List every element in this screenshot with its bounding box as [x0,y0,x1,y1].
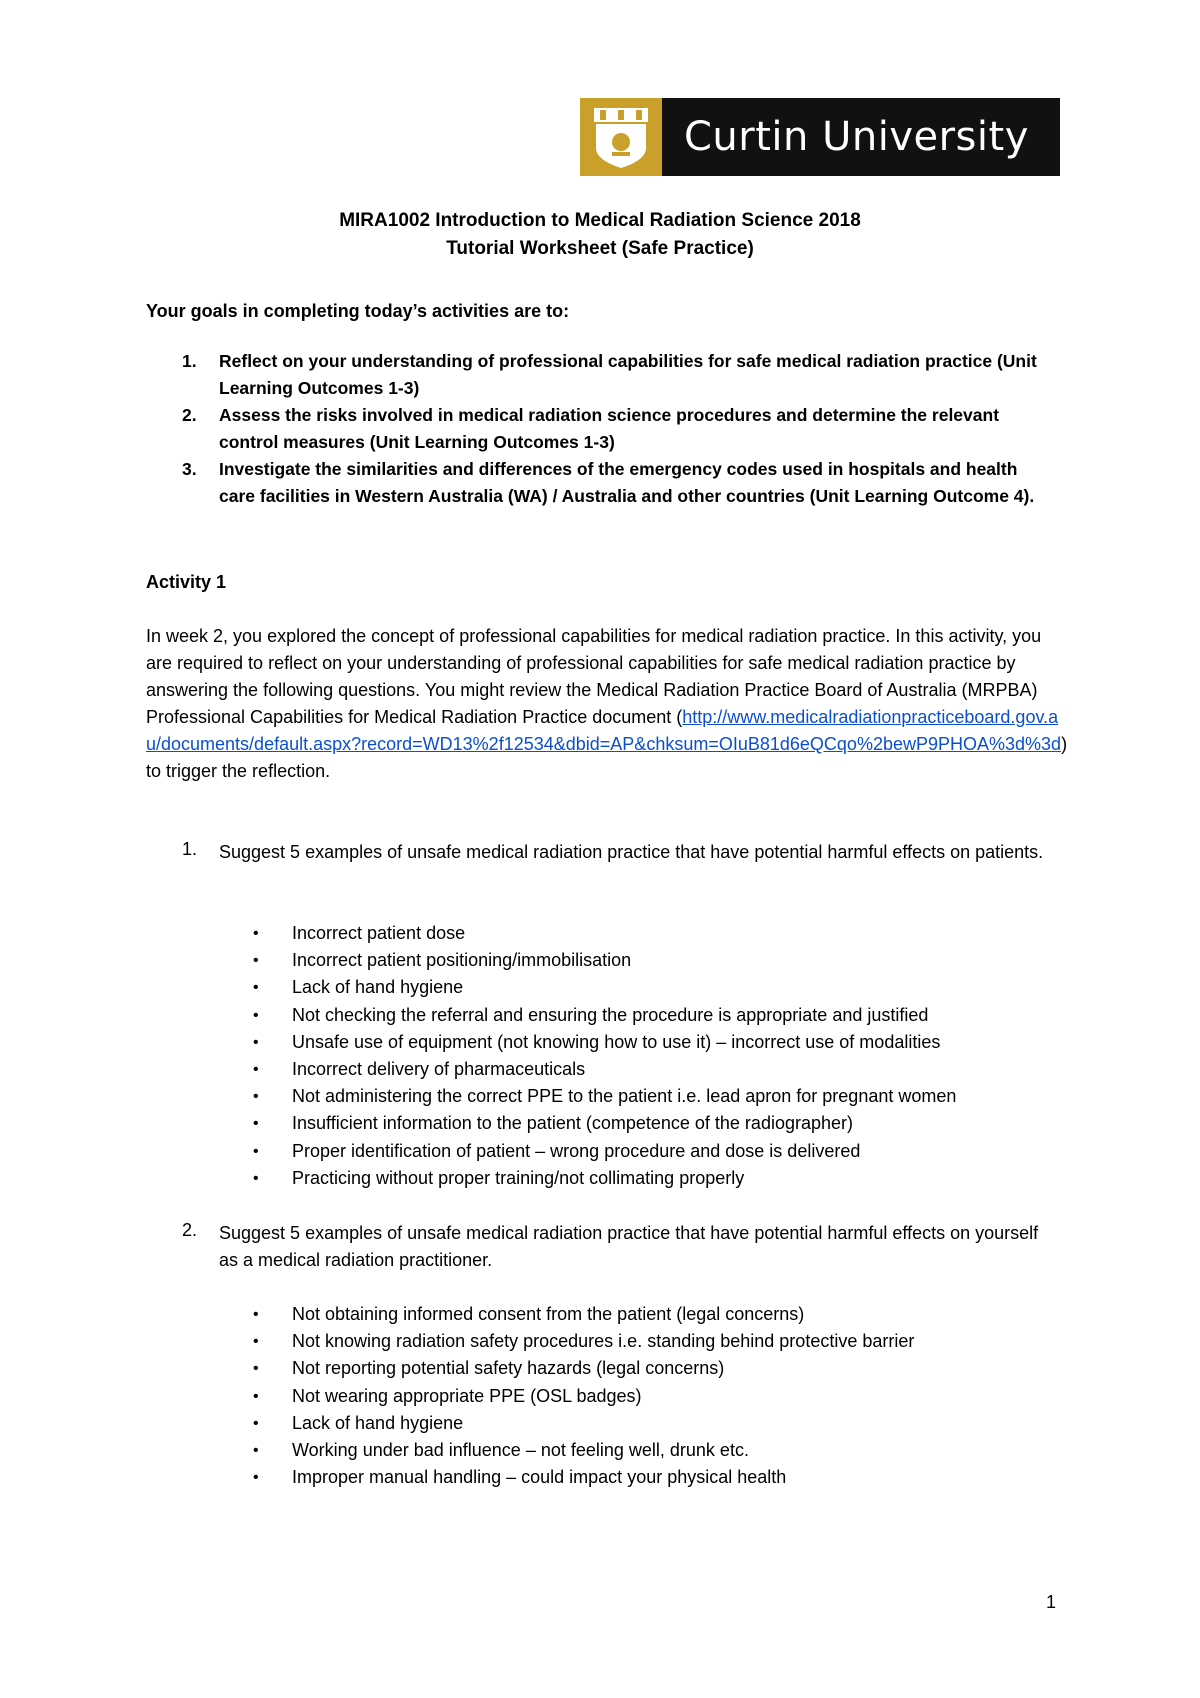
list-item: • Incorrect delivery of pharmaceuticals [253,1059,586,1080]
goal-item: 3. Investigate the similarities and differences of the emergency codes used in hospitals and health care facilities in Western Australia (WA) / Australia and other countries (Unit Learning Outcome 4). [182,459,1035,506]
answer-list-practitioner [219,1301,914,1491]
activity-heading: Activity 1 [146,572,227,592]
list-item: • Not checking the referral and ensuring the procedure is appropriate and justified [253,1004,929,1025]
list-item: • Unsafe use of equipment (not knowing how to use it) – incorrect use of modalities [253,1031,941,1052]
list-item: • Proper identification of patient – wrong procedure and dose is delivered [253,1140,861,1161]
goals-intro: Your goals in completing today’s activities are to: [146,301,570,321]
goal-item: 2. Assess the risks involved in medical radiation science procedures and determine the relevant control measures (Unit Learning Outcomes 1-3) [182,405,1000,452]
activity-paragraph: In week 2, you explored the concept of professional capabilities for medical radiation practice. In this activity, you are required to reflect on your understanding of professional capabilities for safe medical radiation practice by answering the following questions. You might review the Medical Radiation Practice Board of Australia (MRPBA) Professional Capabilities for Medical Radiation Practice document (http://www.medicalradiationpracticeboard.gov.au/documents/default.aspx?record=WD13%2f12534&dbid=AP&chksum=OIuB81d6eQCqo%2bewP9PHOA%3d%3d) to trigger the reflection. [146,626,1068,781]
list-item: • Not reporting potential safety hazards (legal concerns) [253,1358,725,1379]
list-item: • Not knowing radiation safety procedures i.e. standing behind protective barrier [253,1331,915,1352]
list-item: • Working under bad influence – not feeling well, drunk etc. [253,1440,749,1461]
logo-text: Curtin University [684,114,1029,160]
question-number: 2. [182,1220,198,1240]
goals-list [146,348,1046,510]
list-item: • Insufficient information to the patient (competence of the radiographer) [253,1113,853,1134]
list-item: • Lack of hand hygiene [253,977,464,998]
list-item: • Not obtaining informed consent from the patient (legal concerns) [253,1304,805,1324]
list-item: • Not wearing appropriate PPE (OSL badges) [253,1385,642,1406]
list-item: • Incorrect patient dose [253,923,466,943]
mrpba-document-link[interactable]: http://www.medicalradiationpracticeboard.gov.au/documents/default.aspx?record=WD13%2f12534&dbid=AP&chksum=OIuB81d6eQCqo%2bewP9PHOA%3d%3d [146,707,1062,754]
list-item: • Improper manual handling – could impact your physical health [253,1467,787,1488]
list-item: • Not administering the correct PPE to the patient i.e. lead apron for pregnant women [253,1086,957,1107]
curtin-crest-icon [580,98,662,176]
question-text: Suggest 5 examples of unsafe medical radiation practice that have potential harmful effects on yourself as a medical radiation practitioner. [219,1223,1039,1270]
page-number: 1 [1046,1592,1057,1612]
list-item: • Practicing without proper training/not collimating properly [253,1167,745,1188]
question-number: 1. [182,839,198,859]
goal-item: 1. Reflect on your understanding of professional capabilities for safe medical radiation practice (Unit Learning Outcomes 1-3) [182,351,1037,398]
answer-list-patients [219,920,956,1192]
document-subtitle: Tutorial Worksheet (Safe Practice) [446,238,754,259]
question-text: Suggest 5 examples of unsafe medical radiation practice that have potential harmful effects on patients. [219,842,1044,862]
list-item: • Incorrect patient positioning/immobilisation [253,950,632,971]
curtin-logo [580,98,1060,176]
list-item: • Lack of hand hygiene [253,1412,464,1433]
document-title: MIRA1002 Introduction to Medical Radiation Science 2018 [339,210,861,231]
logo-wordmark [662,98,1060,176]
